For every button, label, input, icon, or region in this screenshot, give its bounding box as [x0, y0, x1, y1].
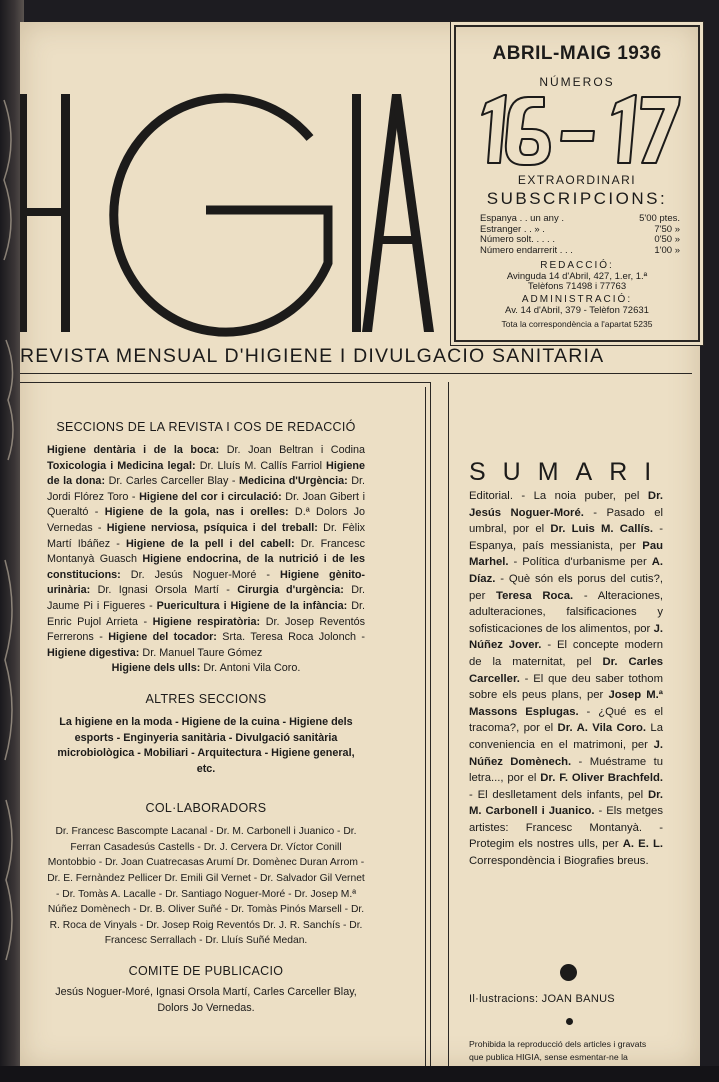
sumari-column — [448, 382, 701, 1066]
altres-heading: ALTRES SECCIONS — [145, 691, 267, 706]
bottom-edge — [0, 1066, 719, 1082]
illustrations-credit: Il·lustracions: JOAN BANUS — [469, 993, 615, 1005]
sumari-list: Editorial. - La noia puber, pel Dr. Jesús Noguer-Moré. - Pasado el umbral, por el Dr. Luis M. Callís. - Espanya, país messianista, per Pau Marhel. - Política d'urbanisme per A. Díaz. - Què són els porus del cutis?, per Teresa Roca. - Alteraciones, adulteraciones, falsificaciones y sofisticaciones de los alimentos, por J. Núñez Jover. - El concepte modern de la maternitat, pel Dr. Carles Carceller. - El que deu saber tothom sobre els peus plans, per Josep M.ª Massons Esplugas. - ¿Qué es el tracoma?, por el Dr. A. Vila Coro. La conveniencia en el matrimoni, per J. Núñez Domènech. - Muéstrame tu letra..., por el Dr. F. Oliver Brachfeld. - El deslletament dels infants, pel Dr. M. Carbonell i Juanico. - Els metges artistes: Francesc Montanyà. - Protegim els nostres ulls, per A. E. L. Correspondència i Biografies breus. — [469, 490, 664, 868]
collaboradors-list: Dr. Francesc Bascompte Lacanal - Dr. M. Carbonell i Juanico - Dr. Ferran Casadesús Castells - Dr. J. Cervera Dr. Víctor Conill Montobbio - Dr. Joan Cuatrecasas Arumí Dr. Domènec Duran Arrom - Dr. E. Fernàndez Pellicer Dr. Emili Gil Vernet - Dr. Salvador Gil Vernet - Dr. Tomàs A. Lacalle - Dr. Santiago Noguer-Moré - Dr. Josep M.ª Núñez Domènech - Dr. B. Oliver Suñé - Dr. Tomàs Pinós Marsell - Dr. R. Roca de Vinyals - Dr. Josep Roig Reventós Dr. J. R. Sanchís - Dr. Francesc Serrallach - Dr. Lluís Suñé Medan. — [47, 826, 365, 947]
spine-ornament-icon — [2, 40, 22, 1040]
masthead-title: HIGIA — [180, 232, 183, 233]
extraordinari-label: EXTRAORDINARI — [517, 173, 637, 187]
editorial-board-content — [47, 383, 365, 1016]
sumari-title: SUMARI — [469, 458, 669, 486]
magazine-cover-page — [20, 22, 700, 1068]
administracio-label: ADMINISTRACIÓ: — [521, 294, 633, 305]
masthead — [20, 22, 450, 342]
subtitle-rule — [20, 373, 692, 374]
redaccio-label: REDACCIÓ: — [540, 260, 614, 271]
collaboradors-heading: COL·LABORADORS — [145, 801, 267, 816]
rate-row: Estranger . . » . 7'50 » — [480, 223, 680, 235]
comite-list: Jesús Noguer-Moré, Ignasi Orsola Martí, Carles Carceller Blay, Dolors Jo Vernedas. — [55, 986, 357, 1014]
administracio-address: Av. 14 d'Abril, 379 - Telèfon 72631 — [505, 305, 649, 316]
altres-list: La higiene en la moda - Higiene de la cuina - Higiene dels esports - Enginyeria sanitària - Divulgació sanitària microbiològica - Mobiliari - Arquitectura - Higiene general, etc. — [57, 715, 355, 775]
issue-number — [470, 91, 684, 174]
reproduction-notice: Prohibida la reproducció dels articles i gravats que publica HIGIA, sense esmentar-ne la — [469, 1039, 647, 1062]
sections-list: Higiene dentària i de la boca: Dr. Joan Beltran i Codina Toxicologia i Medicina legal: Dr. Lluís M. Callís Farriol Higiene de la dona: Dr. Carles Carceller Blay - Medicina d'Urgència: Dr. Jordi Flórez Toro - Higiene del cor i circulació: Dr. Joan Gibert i Queraltó - Higiene de la gola, nas i orelles: D.ª Dolors Jo Vernedas - Higiene nerviosa, psíquica i del treball: Dr. Fèlix Martí Ibáñez - Higiene de la pell i del cabell: Dr. Francesc Montanyà Guasch Higiene endocrina, de la nutrició i de les constitucions: Dr. Jesús Noguer-Moré - Higiene gènito-urinària: Dr. Ignasi Orsola Martí - Cirurgia d'urgència: Dr. Jaume Pi i Figueres - Puericultura i Higiene de la infància: Dr. Enric Pujol Arrieta - Higiene respiratòria: Dr. Josep Reventós Ferrerons - Higiene del tocador: Srta. Teresa Roca Jolonch - Higiene digestiva: Dr. Manuel Taure Gómez Higiene dels ulls: Dr. Antoni Vila Coro. — [47, 444, 366, 675]
issue-date: ABRIL-MAIG 1936 — [492, 43, 662, 64]
subscripcions-label: SUBSCRIPCIONS: — [486, 189, 668, 208]
subscription-rates — [480, 214, 680, 256]
comite-heading: COMITE DE PUBLICACIO — [128, 964, 284, 979]
editorial-board-box — [20, 382, 431, 1067]
rate-row: Número solt. . . . . 0'50 » — [480, 234, 680, 245]
bullet-dot-icon — [566, 1018, 573, 1025]
rate-row: Espanya . . un any . 5'00 ptes. — [480, 213, 680, 224]
rate-row: Número endarrerit . . . 1'00 » — [480, 244, 680, 256]
redaccio-address: Avinguda 14 d'Abril, 427, 1.er, 1.ª — [506, 271, 648, 282]
correspondence-note: Tota la correspondència a l'apartat 5235 — [501, 319, 653, 329]
redaccio-phones: Telèfons 71498 i 77763 — [527, 281, 627, 292]
numeros-label: NÚMEROS — [539, 75, 615, 89]
bullet-dot-icon — [560, 964, 577, 981]
magazine-subtitle: REVISTA MENSUAL D'HIGIENE I DIVULGACIO SANITARIA — [20, 345, 605, 367]
masthead-logo — [20, 22, 450, 342]
issue-info-box — [454, 25, 700, 342]
sections-heading: SECCIONS DE LA REVISTA I COS DE REDACCIÓ — [56, 420, 356, 434]
